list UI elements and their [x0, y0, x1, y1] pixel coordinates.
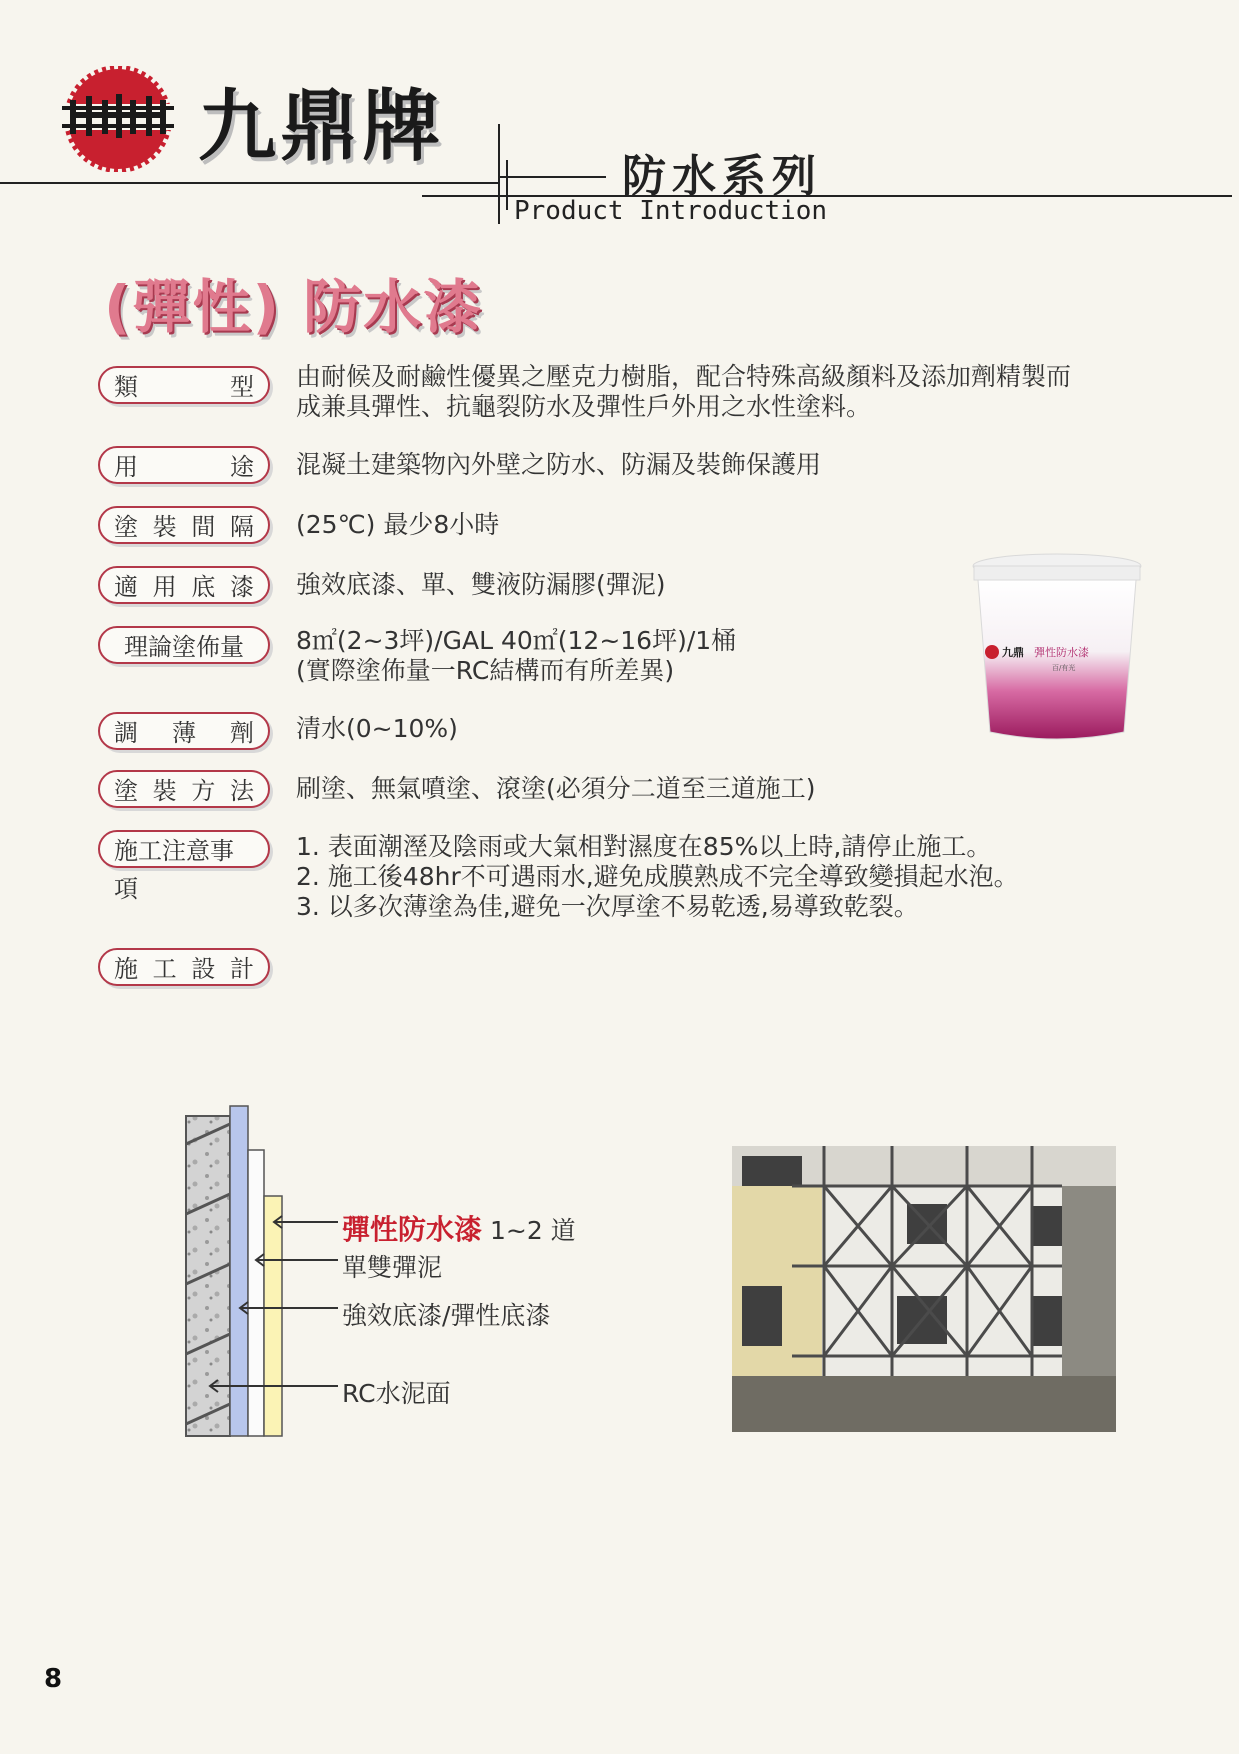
spec-label-char: 用 [152, 573, 177, 601]
bucket-brand: 九鼎 [1002, 646, 1024, 659]
header-rule-vertical-2 [506, 160, 508, 210]
header-rule-mid [498, 176, 606, 178]
spec-label-char: 途 [230, 453, 254, 481]
spec-label-method [98, 770, 270, 808]
spec-label-char: 工 [152, 955, 177, 983]
building-photo [732, 1146, 1116, 1432]
spec-value-line: 3. 以多次薄塗為佳,避免一次厚塗不易乾透,易導致乾裂。 [296, 892, 919, 921]
label-layer-primer: 強效底漆/彈性底漆 [342, 1301, 551, 1330]
spec-value-line: (實際塗佈量一RC結構而有所差異) [296, 656, 675, 685]
product-title: (彈性) 防水漆 [104, 273, 484, 341]
spec-label-char: 塗 [114, 777, 138, 805]
spec-value-primer [296, 570, 666, 600]
label-top-coat [342, 1208, 576, 1248]
paint-bucket-image [968, 552, 1146, 748]
spec-value-type [296, 362, 1071, 422]
spec-label-char: 間 [191, 513, 216, 541]
spec-value-line: 混凝土建築物內外壁之防水、防漏及裝飾保護用 [296, 450, 822, 479]
spec-label-char: 方 [191, 777, 216, 805]
spec-label-char: 用 [114, 453, 138, 481]
spec-value-line: 強效底漆、單、雙液防漏膠(彈泥) [296, 570, 666, 599]
spec-label-interval [98, 506, 270, 544]
spec-label-char: 適 [114, 573, 138, 601]
spec-label-type [98, 366, 270, 404]
concrete-layer [186, 1116, 230, 1436]
header-rule-left [0, 182, 500, 184]
spec-label-design [98, 948, 270, 986]
brand-name: 九鼎牌 [198, 82, 445, 172]
spec-label-char: 型 [230, 373, 254, 401]
spec-value-line: 刷塗、無氣噴塗、滾塗(必須分二道至三道施工) [296, 774, 816, 803]
spec-label-char: 底 [191, 573, 216, 601]
spec-label-char: 法 [229, 777, 254, 805]
label-layer-concrete: RC水泥面 [342, 1379, 451, 1408]
spec-label-char: 隔 [229, 513, 254, 541]
label-top-coat-count: 1~2 道 [489, 1216, 576, 1245]
label-layer-mortar: 單雙彈泥 [342, 1253, 443, 1282]
spec-label-char: 塗 [114, 513, 138, 541]
spec-value-usage [296, 450, 821, 480]
spec-value-interval [296, 510, 499, 540]
spec-value-notes [296, 832, 1019, 922]
bucket-product: 彈性防水漆 [1034, 646, 1089, 659]
spec-value-line: (25℃) 最少8小時 [296, 510, 500, 539]
mortar-layer [248, 1150, 264, 1436]
bucket-finish: 百/有光 [1052, 664, 1076, 672]
spec-label-notes [98, 830, 270, 903]
paint-layer [264, 1196, 282, 1436]
header-rule-vertical [498, 124, 500, 224]
spec-label-text: 理論塗佈量 [124, 633, 244, 661]
spec-label-coverage [98, 626, 270, 664]
spec-value-line: 2. 施工後48hr不可遇雨水,避免成膜熟成不完全導致變損起水泡。 [296, 862, 1019, 891]
spec-label-char: 裝 [152, 513, 177, 541]
page-number: 8 [44, 1664, 63, 1694]
spec-value-line: 由耐候及耐鹼性優異之壓克力樹脂，配合特殊高級顏料及添加劑精製而 [296, 362, 1072, 391]
spec-label-char: 類 [114, 373, 138, 401]
spec-label-char: 薄 [172, 719, 196, 747]
product-intro: Product Introduction [514, 196, 828, 226]
spec-label-char: 劑 [230, 719, 254, 747]
spec-label-thinner [98, 712, 270, 750]
spec-label-usage [98, 446, 270, 484]
spec-value-method [296, 774, 816, 804]
spec-value-line: 1. 表面潮溼及陰雨或大氣相對濕度在85%以上時,請停止施工。 [296, 832, 992, 861]
spec-value-line: 成兼具彈性、抗龜裂防水及彈性戶外用之水性塗料。 [296, 392, 872, 421]
spec-value-thinner [296, 714, 458, 744]
spec-value-line: 8㎡(2~3坪)/GAL 40㎡(12~16坪)/1桶 [296, 626, 737, 655]
spec-label-char: 調 [114, 719, 138, 747]
label-top-coat-name: 彈性防水漆 [342, 1213, 483, 1246]
spec-label-char: 設 [191, 955, 216, 983]
spec-label-char: 施 [114, 955, 138, 983]
brand-logo [56, 66, 180, 172]
spec-label-char: 漆 [229, 573, 254, 601]
spec-label-char: 裝 [152, 777, 177, 805]
spec-label-text: 施工注意事項 [114, 837, 234, 903]
spec-value-coverage [296, 626, 736, 686]
spec-value-line: 清水(0~10%) [296, 714, 458, 743]
spec-label-char: 計 [229, 955, 254, 983]
spec-label-primer [98, 566, 270, 604]
series-title: 防水系列 [622, 151, 822, 202]
